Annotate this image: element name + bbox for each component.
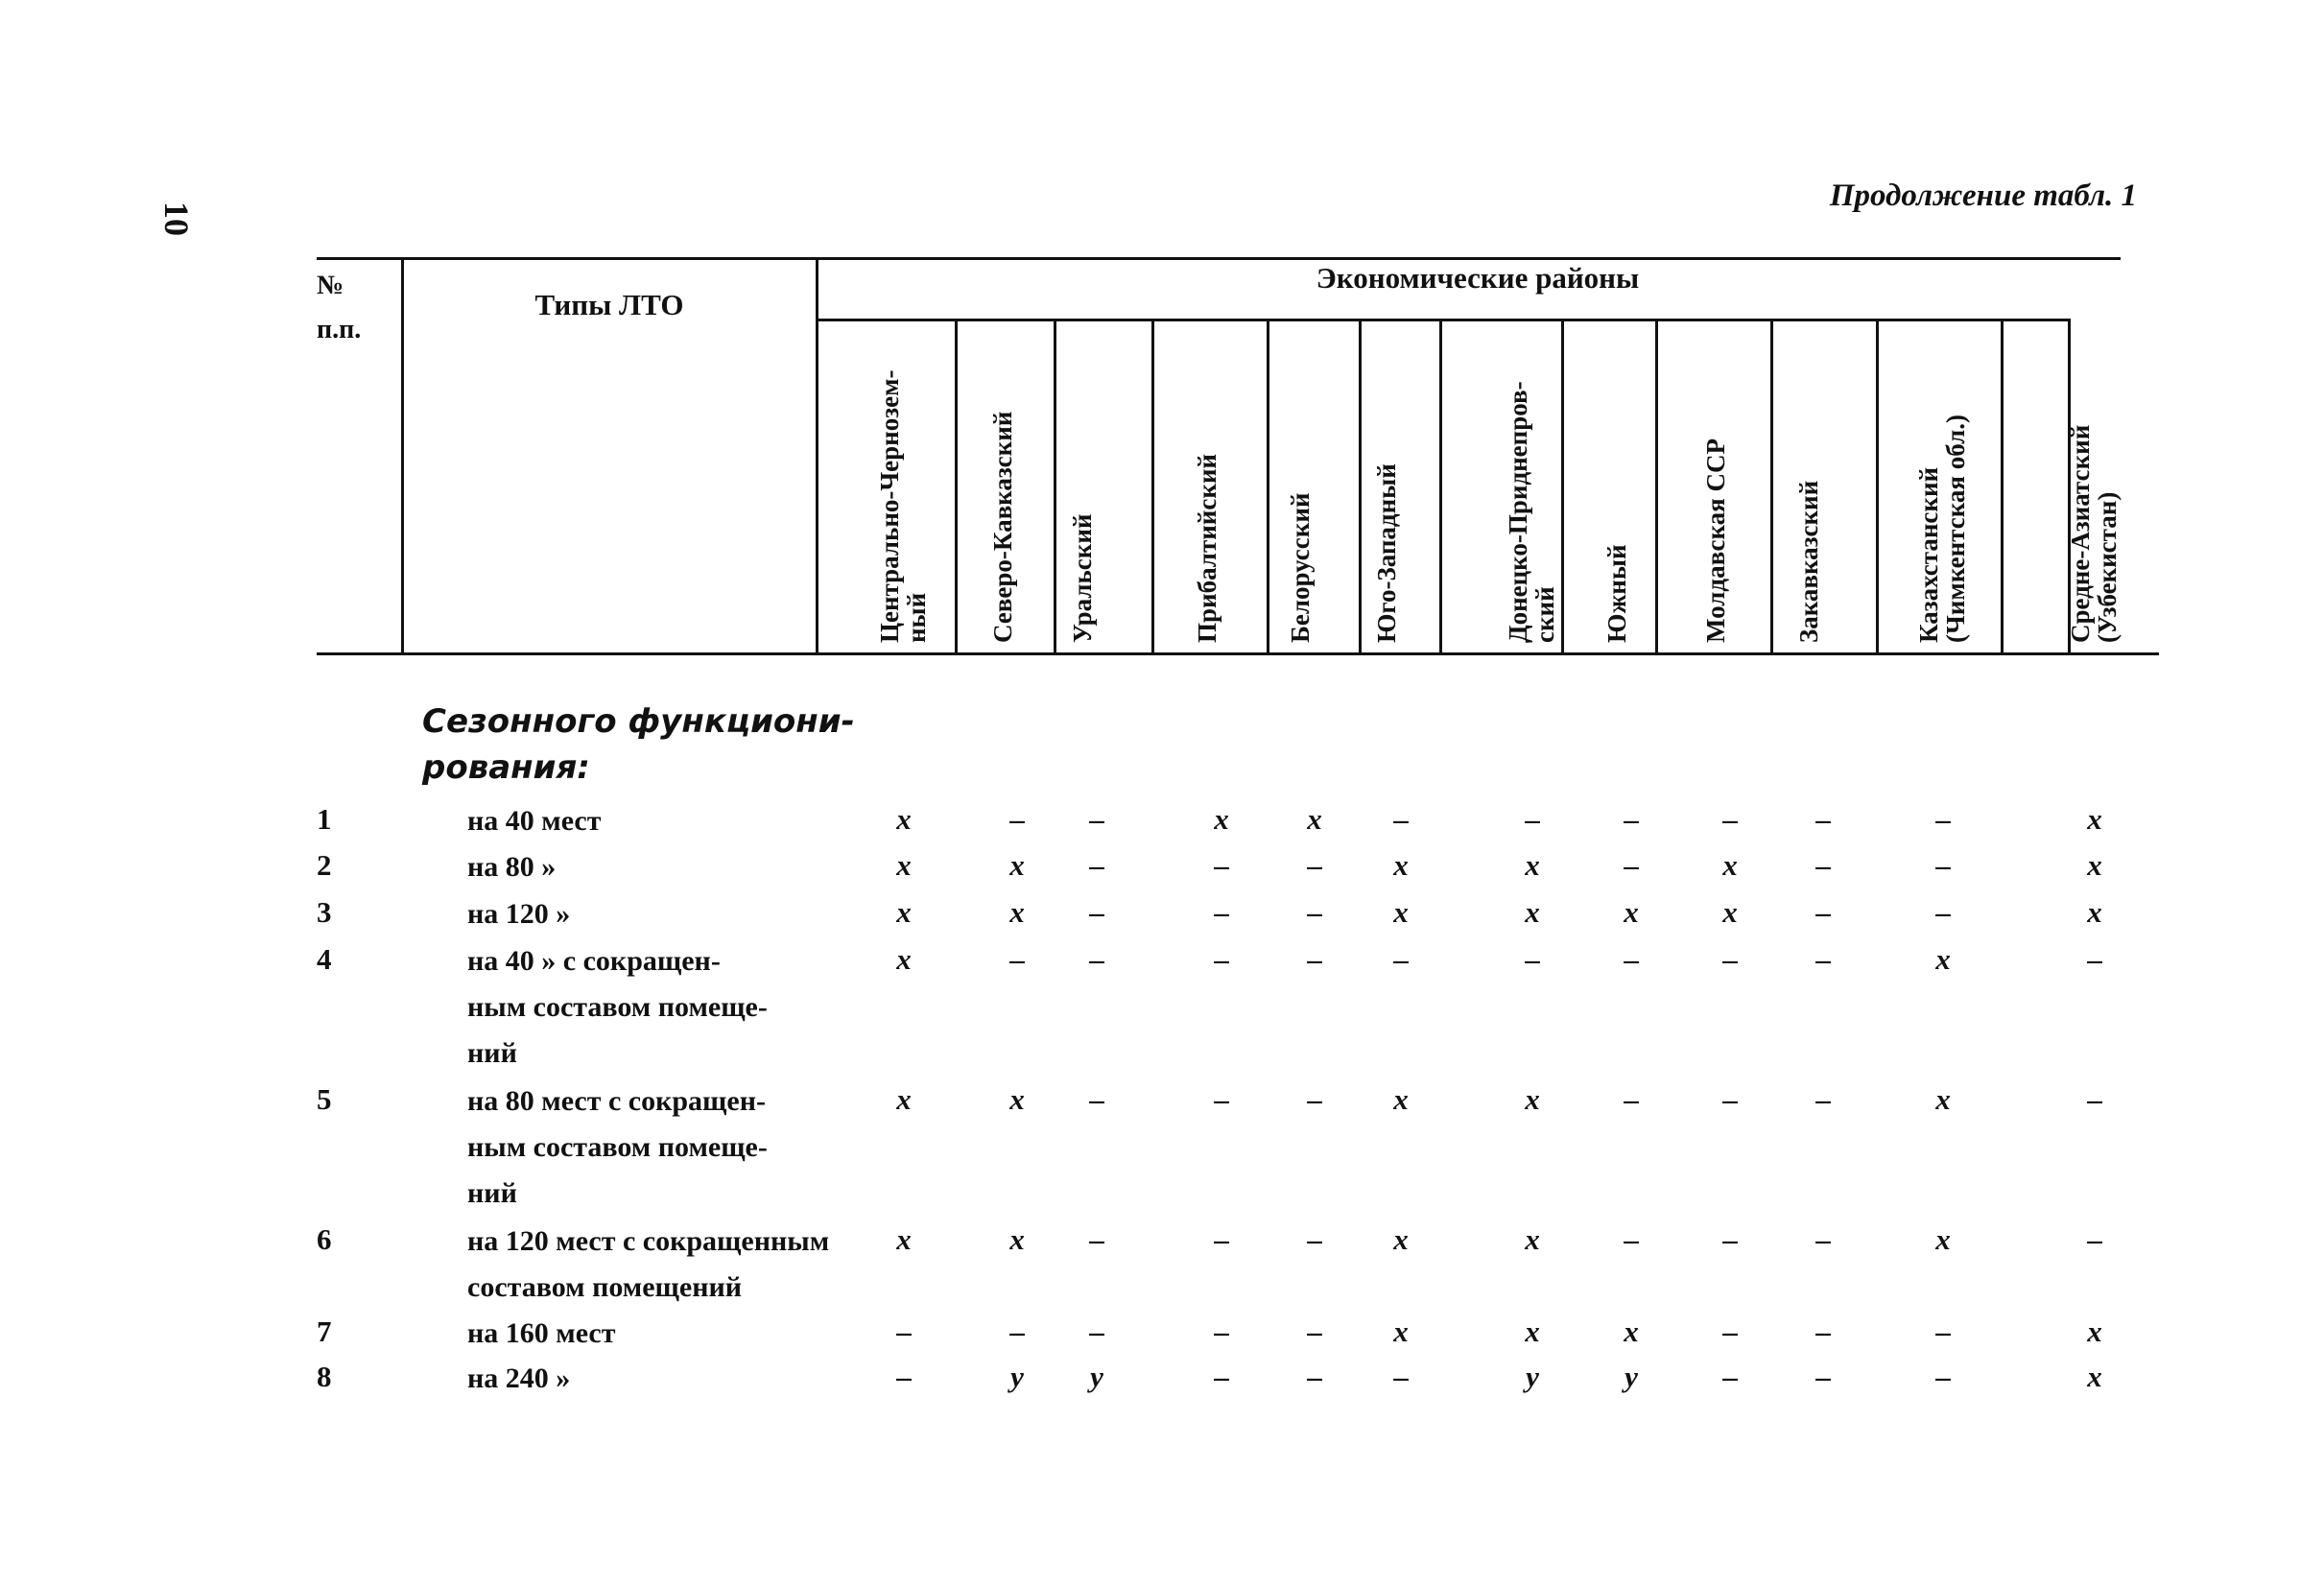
- region-header: [1194, 336, 1249, 643]
- table-cell: –: [1307, 942, 1322, 976]
- region-header: [1287, 336, 1342, 643]
- region-header-label: Закавказский: [1794, 480, 1823, 643]
- row-label: на 160 мест: [467, 1317, 616, 1349]
- table-cell: x: [1393, 1315, 1409, 1348]
- table-cell: –: [1089, 1082, 1104, 1116]
- table-cell: x: [1525, 1222, 1540, 1256]
- row-label: на 40 » с сокращен- ным составом помеще- ний: [467, 945, 768, 1069]
- table-cell: x: [1935, 1222, 1951, 1256]
- row-number: 7: [317, 1315, 332, 1348]
- table-cell: –: [1525, 802, 1540, 836]
- table-cell: x: [2087, 895, 2102, 929]
- table-cell: –: [1089, 802, 1104, 836]
- table-cell: x: [1009, 1222, 1025, 1256]
- table-cell: –: [1935, 895, 1951, 929]
- number-column-header: [317, 264, 361, 352]
- region-header-label: Юго-Западный: [1372, 463, 1401, 643]
- row-number: 3: [317, 895, 332, 929]
- row-number: 2: [317, 848, 332, 882]
- table-cell: x: [1624, 895, 1639, 929]
- table-cell: –: [1624, 1082, 1639, 1116]
- row-number: 4: [317, 942, 332, 976]
- table-cell: x: [1525, 1082, 1540, 1116]
- table-cell: –: [1214, 1082, 1229, 1116]
- table-top-border: [317, 257, 2121, 260]
- table-cell: –: [1393, 1360, 1409, 1393]
- row-number: 5: [317, 1082, 332, 1116]
- table-cell: –: [1089, 848, 1104, 882]
- row-number: 8: [317, 1360, 332, 1393]
- page-number: 10: [157, 201, 196, 236]
- table-cell: x: [1393, 1222, 1409, 1256]
- region-header-label: Белорусский: [1286, 492, 1315, 643]
- table-cell: x: [1525, 895, 1540, 929]
- region-header: [876, 336, 932, 643]
- table-cell: –: [1214, 848, 1229, 882]
- table-cell: –: [1722, 802, 1738, 836]
- table-cell: x: [1393, 848, 1409, 882]
- table-cell: x: [896, 848, 912, 882]
- table-cell: –: [2087, 1222, 2102, 1256]
- region-header: [1603, 336, 1659, 643]
- table-cell: –: [1624, 848, 1639, 882]
- region-header-label: Средне-Азиатский (Узбекистан): [2066, 424, 2122, 643]
- region-header-label: Северо-Кавказский: [988, 411, 1017, 643]
- table-cell: y: [1090, 1360, 1103, 1393]
- row-label: на 80 »: [467, 851, 557, 883]
- row-label: на 80 мест с сокращен- ным составом помеще- ний: [467, 1085, 768, 1209]
- table-cell: x: [896, 802, 912, 836]
- region-header: [1702, 336, 1758, 643]
- number-column-header-text: № п.п.: [317, 271, 362, 344]
- region-col-divider: [1359, 319, 1362, 654]
- section-title: Сезонного функциони- рования:: [422, 702, 855, 787]
- row-label: на 120 мест с сокращенным составом помещений: [467, 1225, 830, 1303]
- region-header: [989, 336, 1045, 643]
- table-cell: –: [896, 1315, 912, 1348]
- table-cell: x: [1393, 895, 1409, 929]
- table-cell: x: [1009, 895, 1025, 929]
- table-cell: –: [1214, 895, 1229, 929]
- region-header-label: Донецко-Приднепров- ский: [1504, 381, 1559, 643]
- table-cell: –: [1815, 895, 1831, 929]
- region-col-divider: [1439, 319, 1442, 654]
- region-col-divider: [1876, 319, 1879, 654]
- table-cell: –: [1009, 942, 1025, 976]
- table-cell: –: [1935, 1360, 1951, 1393]
- table-cell: x: [1525, 848, 1540, 882]
- table-cell: –: [1214, 1315, 1229, 1348]
- table-cell: x: [1935, 1082, 1951, 1116]
- table-caption: Продолжение табл. 1: [1829, 178, 2137, 213]
- region-header-label: Центрально-Чернозем- ный: [875, 369, 931, 643]
- table-cell: x: [2087, 848, 2102, 882]
- table-cell: –: [1089, 895, 1104, 929]
- row-label: на 240 »: [467, 1362, 571, 1394]
- table-cell: –: [1722, 1360, 1738, 1393]
- table-cell: x: [896, 895, 912, 929]
- table-cell: y: [1624, 1360, 1638, 1393]
- region-col-divider: [1770, 319, 1773, 654]
- region-header-label: Южный: [1602, 544, 1631, 643]
- table-cell: x: [1214, 802, 1229, 836]
- row-label: на 120 »: [467, 898, 571, 930]
- region-header-label: Молдавская ССР: [1701, 438, 1730, 643]
- region-col-divider: [2001, 319, 2004, 654]
- table-cell: –: [1525, 942, 1540, 976]
- row-label: на 40 мест: [467, 805, 602, 837]
- row-number: 1: [317, 802, 332, 836]
- region-header-label: Казахстанский (Чимкентская обл.): [1914, 415, 1970, 643]
- table-cell: –: [1815, 942, 1831, 976]
- region-col-divider: [1054, 319, 1056, 654]
- table-cell: –: [1214, 942, 1229, 976]
- table-cell: –: [1307, 1082, 1322, 1116]
- region-header: [1069, 336, 1125, 643]
- table-cell: x: [1009, 848, 1025, 882]
- table-cell: y: [1010, 1360, 1024, 1393]
- table-cell: –: [1815, 848, 1831, 882]
- table-cell: –: [1089, 1315, 1104, 1348]
- table-cell: –: [896, 1360, 912, 1393]
- col-divider-types: [816, 257, 818, 654]
- table-cell: x: [1722, 848, 1738, 882]
- table-cell: –: [1009, 802, 1025, 836]
- table-cell: –: [2087, 1082, 2102, 1116]
- table-cell: x: [2087, 802, 2102, 836]
- region-header: [1373, 336, 1429, 643]
- table-cell: –: [1214, 1360, 1229, 1393]
- table-cell: –: [1009, 1315, 1025, 1348]
- table-cell: –: [1214, 1222, 1229, 1256]
- table-cell: x: [1624, 1315, 1639, 1348]
- table-cell: –: [1307, 895, 1322, 929]
- table-cell: –: [1393, 802, 1409, 836]
- region-col-divider: [955, 319, 958, 654]
- region-header: [1915, 336, 1971, 643]
- table-cell: –: [1089, 942, 1104, 976]
- table-cell: –: [1935, 848, 1951, 882]
- table-cell: x: [2087, 1360, 2102, 1393]
- table-cell: –: [1307, 1315, 1322, 1348]
- region-col-divider: [1561, 319, 1564, 654]
- table-cell: –: [1815, 1315, 1831, 1348]
- table-cell: y: [1526, 1360, 1539, 1393]
- table-cell: x: [1935, 942, 1951, 976]
- region-header-label: Прибалтийский: [1193, 454, 1221, 643]
- table-cell: –: [1815, 1082, 1831, 1116]
- table-cell: x: [896, 1082, 912, 1116]
- table-cell: –: [1624, 942, 1639, 976]
- region-col-divider: [1267, 319, 1269, 654]
- table-cell: –: [1089, 1222, 1104, 1256]
- types-column-header: Типы ЛТО: [534, 288, 684, 321]
- table-cell: x: [1722, 895, 1738, 929]
- table-cell: x: [1525, 1315, 1540, 1348]
- region-header: [2067, 336, 2122, 643]
- table-cell: –: [2087, 942, 2102, 976]
- table-cell: –: [1815, 1360, 1831, 1393]
- table-cell: –: [1815, 1222, 1831, 1256]
- table-cell: –: [1935, 1315, 1951, 1348]
- table-cell: –: [1815, 802, 1831, 836]
- table-cell: x: [1009, 1082, 1025, 1116]
- table-cell: –: [1393, 942, 1409, 976]
- table-cell: x: [1307, 802, 1322, 836]
- row-number: 6: [317, 1222, 332, 1256]
- table-cell: –: [1722, 1315, 1738, 1348]
- header-bottom-border: [317, 652, 2159, 655]
- table-cell: –: [1935, 802, 1951, 836]
- table-cell: x: [2087, 1315, 2102, 1348]
- table-cell: x: [896, 942, 912, 976]
- region-header: [1795, 336, 1851, 643]
- regions-group-header: Экономические районы: [1316, 261, 1640, 295]
- table-cell: –: [1624, 1222, 1639, 1256]
- table-cell: –: [1307, 1222, 1322, 1256]
- table-cell: –: [1624, 802, 1639, 836]
- table-cell: x: [1393, 1082, 1409, 1116]
- table-cell: –: [1722, 1222, 1738, 1256]
- table-cell: x: [896, 1222, 912, 1256]
- table-cell: –: [1722, 1082, 1738, 1116]
- region-col-divider: [1151, 319, 1154, 654]
- table-cell: –: [1307, 848, 1322, 882]
- region-header-label: Уральский: [1068, 513, 1097, 643]
- table-cell: –: [1722, 942, 1738, 976]
- region-header: [1505, 336, 1560, 643]
- table-cell: –: [1307, 1360, 1322, 1393]
